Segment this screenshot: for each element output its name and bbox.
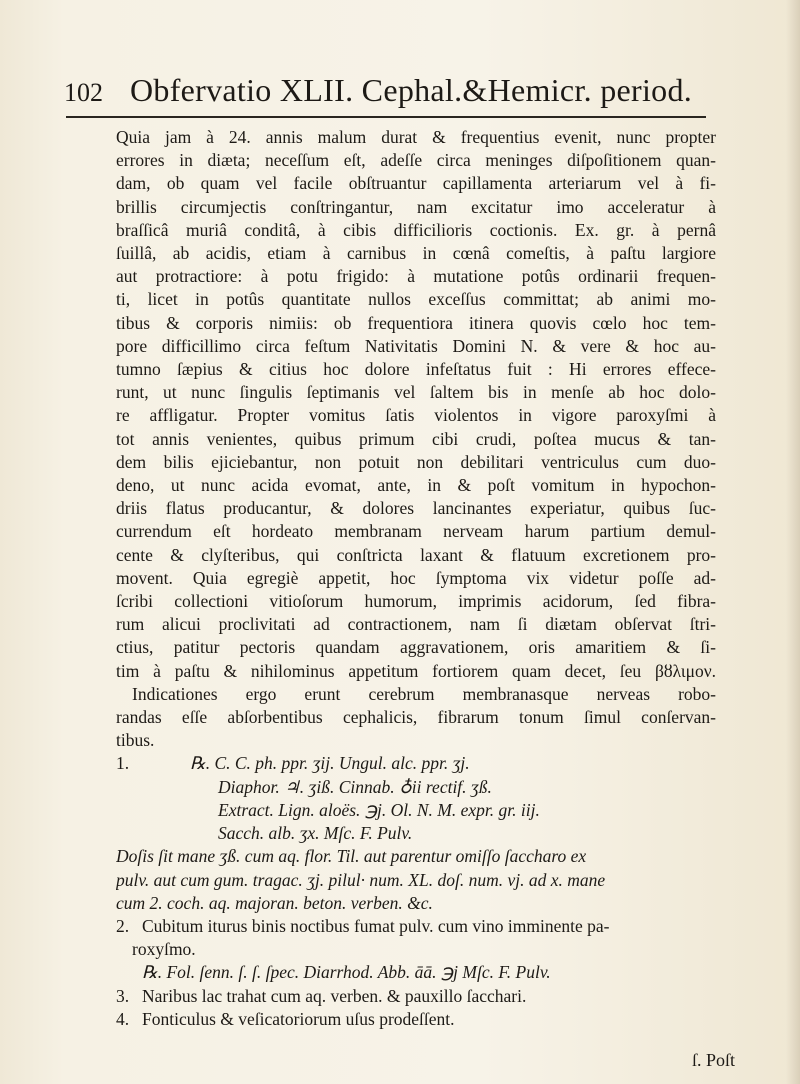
recipe-line: ℞. Fol. ſenn. ſ. ſ. ſpec. Diarrhod. Abb. āā. ℈j Mſc. F. Pulv. [142,962,551,983]
text-line: Indicationes ergo erunt cerebrum membranasque nerveas robo- [132,683,716,704]
recipe-line: Sacch. alb. ʒx. Mſc. F. Pulv. [218,823,413,844]
item-text: Naribus lac trahat cum aq. verben. & pauxillo ſacchari. [142,985,527,1006]
text-line: tim à paſtu & nihilominus appetitum fortiorem quam decet, ſeu βȣλιμον. [116,660,716,681]
recipe-line: Extract. Lign. aloës. ℈j. Ol. N. M. expr. gr. iij. [218,799,540,820]
item-text: Cubitum iturus binis noctibus fumat pulv. cum vino imminente pa- [142,915,610,936]
text-line: pulv. aut cum gum. tragac. ʒj. pilul· num. XL. doſ. num. vj. ad x. mane [116,869,606,890]
text-line: Quia jam à 24. annis malum durat & frequentius evenit, nunc propter [116,127,716,147]
text-line: tumno ſæpius & citius hoc dolore infeſtatus fuit : Hi errores effece- [116,359,716,380]
page-edge-shadow [786,0,800,1084]
text-line: tibus. [116,730,155,751]
item-2 [116,915,716,985]
recipe-1 [116,752,716,845]
text-line: ſcribi collectioni vitioſorum humorum, imprimis acidorum, ſed fibra- [116,591,716,612]
page-number: 102 [64,78,103,107]
text-line: dam, ob quam vel facile obſtruantur capillamenta arteriarum vel à fi- [116,173,716,194]
recipe-line: ℞. C. C. ph. ppr. ʒij. Ungul. alc. ppr. ʒj. [190,753,470,774]
item-3 [116,985,716,1008]
dose-instructions [116,845,716,915]
text-line: brillis circumjectis conſtringantur, nam excitatur imo acceleratur à [116,196,716,217]
text-line: aut protractiore: à potu frigido: à mutatione potûs ordinarii frequen- [116,266,716,287]
text-line: ti, licet in potûs quantitate nullos exceſſus committat; ab animi mo- [116,289,716,310]
header-rule [66,116,706,118]
page-header [64,70,764,114]
text-line: tibus & corporis nimiis: ob frequentiora itinera quovis cœlo hoc tem- [116,312,716,333]
text-line: cum 2. coch. aq. majoran. beton. verben. &c. [116,892,433,913]
text-line: driis flatus producantur, & dolores lancinantes experiatur, quibus ſuc- [116,498,716,519]
item-number: 1. [116,753,130,774]
text-line: runt, ut nunc ſingulis ſeptimanis vel ſaltem bis in menſe ab hoc dolo- [116,382,716,403]
text-line: ctius, patitur pectoris quandam aggravationem, oris amaritiem & ſi- [116,637,716,658]
paragraph-2 [116,683,716,753]
item-number: 3. [116,985,130,1006]
running-head: Obfervatio XLII. Cephal.&Hemicr. period. [130,72,693,108]
text-line: ſuillâ, ab acidis, etiam à carnibus in cœnâ comeſtis, à paſtu largiore [116,243,716,264]
text-line: Doſis ſit mane ʒß. cum aq. flor. Til. aut parentur omiſſo ſaccharo ex [116,846,587,867]
text-body [116,126,716,1031]
item-number: 2. [116,915,130,936]
item-text: roxyſmo. [132,939,196,960]
text-line: re affligatur. Propter vomitus ſatis violentos in vigore paroxyſmi à [116,405,716,426]
text-line: deno, ut nunc acida evomat, ante, in & poſt vomitum in hypochon- [116,475,716,496]
text-line: tot annis venientes, quibus primum cibi crudi, poſtea mucus & tan- [116,428,716,449]
text-line: rum alicui proclivitati ad contractionem, nam ſi diætam obſervat ſtri- [116,614,716,635]
text-line: dem bilis ejiciebantur, non potuit non debilitari ventriculus cum duo- [116,451,716,472]
text-line: pore difficillimo circa feſtum Nativitatis Domini N. & vere & hoc au- [116,335,716,356]
text-line: movent. Quia egregiè appetit, hoc ſymptoma vix videtur poſſe ad- [116,567,716,588]
item-text: Fonticulus & veſicatoriorum uſus prodeſſent. [142,1008,455,1029]
text-line: cente & clyſteribus, qui conſtricta laxant & flatuum excretionem pro- [116,544,716,565]
recipe-line: Diaphor. ♃. ʒiß. Cinnab. ♁ii rectif. ʒß. [218,776,492,797]
text-line: currendum eſt hordeato membranam nerveam harum partium demul- [116,521,716,542]
text-line: errores in diæta; neceſſum eſt, adeſſe circa meninges diſpoſitionem quan- [116,150,716,171]
item-number: 4. [116,1008,130,1029]
paragraph-1 [116,126,716,683]
text-line: randas eſſe abſorbentibus cephalicis, fibrarum tonum ſimul conſervan- [116,707,716,728]
item-4 [116,1008,716,1031]
catchword: ſ. Poſt [692,1050,736,1070]
text-line: braſſicâ muriâ conditâ, à cibis difficilioris coctionis. Ex. gr. à pernâ [116,219,716,240]
